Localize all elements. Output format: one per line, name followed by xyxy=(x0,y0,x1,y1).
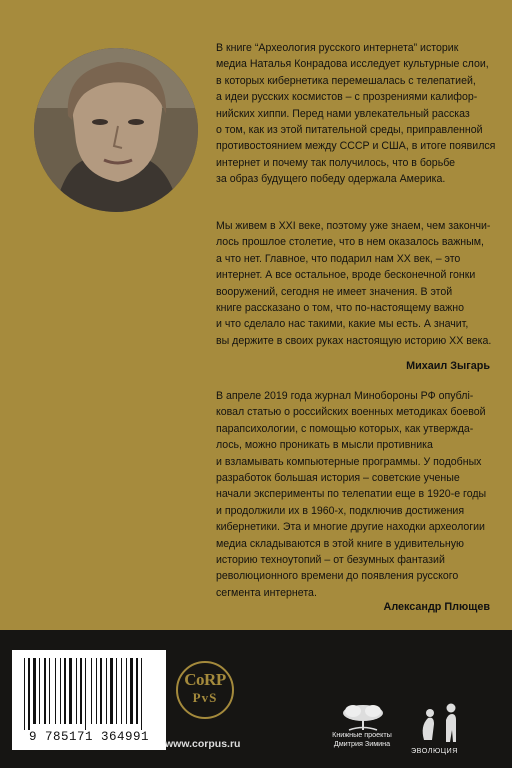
text-line: кибернетики. Эта и многие другие находки археологии xyxy=(216,521,485,534)
text-line: вы держите в своих руках настоящую историю XX века. xyxy=(216,334,492,347)
author-portrait xyxy=(34,48,198,212)
text-line: историю технoутопий – от безумных фантазий xyxy=(216,554,445,567)
quote-zygar xyxy=(216,218,494,349)
text-line: и что сделало нас такими, какие мы есть. А значит, xyxy=(216,318,469,331)
text-line: нийских хиппи. Перед нами увлекательный рассказ xyxy=(216,107,470,120)
zimin-projects-label xyxy=(322,730,402,748)
text-line: лось, можно проникать в мысли противника xyxy=(216,439,433,452)
text-line: о том, как из этой питательной среды, приправленной xyxy=(216,124,483,137)
text-line: интернет и почему так получилось, что в борьбе xyxy=(216,156,456,169)
corpus-logo-line2: PvS xyxy=(192,690,218,705)
tree-icon xyxy=(339,703,387,731)
text-line: начали эксперименты по телепатии еще в 1920-е годы xyxy=(216,488,487,501)
barcode-bars xyxy=(22,658,156,730)
text-line: за образ будущего победу одержала Америка. xyxy=(216,173,446,186)
text-line: В книге “Археология русского интернета” историк xyxy=(216,42,459,54)
text-line: Мы живем в XXI веке, поэтому уже знаем, чем закончи- xyxy=(216,220,491,232)
text-line: в которых кибернетика перемешалась с телепатией, xyxy=(216,74,476,87)
text-line: сегмента интернета. xyxy=(216,586,317,599)
text-line: медиа Наталья Конрадова исследует культурные слои, xyxy=(216,58,489,71)
text-line: интернет. А все остальное, вроде бесконечной гонки xyxy=(216,269,476,282)
text-line: противостоянием между СССР и США, в итоге появился xyxy=(216,140,496,153)
text-line: парапсихологии, с помощью которых, как утвержда- xyxy=(216,422,474,435)
footer-band xyxy=(0,630,512,768)
text-line: лось прошлое столетие, что в нем оказалось важным, xyxy=(216,236,484,249)
text-line: революционного времени до появления русского xyxy=(216,570,459,583)
evolution-label: ЭВОЛЮЦИЯ xyxy=(411,746,458,755)
barcode xyxy=(12,650,166,750)
text-line: медиа складываются в этой книге в удивительную xyxy=(216,537,464,550)
text-line: вооружений, сегодня не имеет значения. В этой xyxy=(216,285,453,298)
zimin-line2: Дмитрия Зимина xyxy=(333,739,391,748)
publisher-website[interactable]: www.corpus.ru xyxy=(165,738,241,750)
quote-plyushchev xyxy=(216,388,494,601)
signature-zygar: Михаил Зыгарь xyxy=(406,360,490,372)
text-line: разработок большая история – советские ученые xyxy=(216,472,460,485)
signature-plyushchev: Александр Плющев xyxy=(383,601,490,613)
zimin-line1: Книжные проекты xyxy=(332,730,392,739)
text-line: а что нет. Главное, что подарил нам XX век, – это xyxy=(216,252,461,265)
text-line: ковал статью о российских военных методиках боевой xyxy=(216,406,486,419)
evolution-icon xyxy=(410,696,470,744)
corpus-logo-line1: CoRP xyxy=(184,670,226,689)
text-line: а идеи русских космистов – с прозрениями калифор- xyxy=(216,91,478,104)
corpus-logo xyxy=(176,661,234,719)
text-line: и взламывать компьютерные программы. У подобных xyxy=(216,455,482,468)
text-line: и продолжили их в 1960-х, подключив достижения xyxy=(216,504,465,517)
text-line: книге рассказано о том, что по-настоящему важно xyxy=(216,302,464,315)
text-line: В апреле 2019 года журнал Минобороны РФ опублі- xyxy=(216,390,474,402)
isbn-number: 9 785171 364991 xyxy=(28,730,150,744)
paragraph-intro xyxy=(216,40,494,188)
